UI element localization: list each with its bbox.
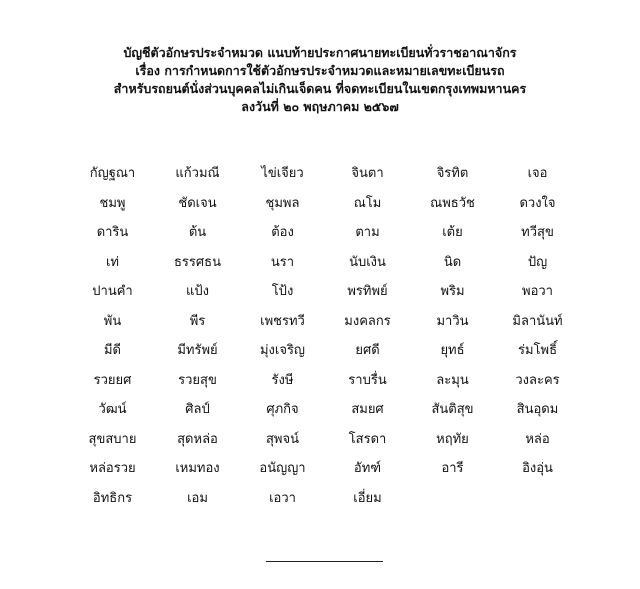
name-cell: ละมุน — [436, 372, 469, 388]
name-cell: โป้ง — [271, 284, 294, 300]
name-cell: พริม — [440, 284, 465, 300]
name-row — [70, 453, 580, 483]
name-cell: อนัญญา — [259, 461, 306, 477]
name-cell: พรทิพย์ — [347, 284, 388, 300]
name-cell: พัน — [103, 313, 122, 329]
name-cell: มีดี — [103, 343, 121, 359]
name-cell: อิทธิกร — [92, 490, 133, 506]
name-cell: แป้ง — [186, 284, 209, 300]
name-cell: ราบรื่น — [348, 372, 387, 388]
name-row — [70, 247, 580, 277]
name-cell: หล่อรวย — [89, 461, 136, 477]
name-cell: ยุทธ์ — [440, 343, 465, 359]
name-cell: แก้วมณี — [175, 166, 220, 182]
name-cell: พอวา — [522, 284, 553, 300]
name-cell: เพชรทวี — [260, 313, 305, 329]
name-cell: หฤทัย — [436, 431, 469, 447]
name-cell: โสรดา — [348, 431, 387, 447]
name-row — [70, 217, 580, 247]
name-cell: ศิลป์ — [185, 402, 210, 418]
name-cell: สินอุดม — [516, 402, 559, 418]
name-cell: ตาม — [355, 225, 380, 241]
name-cell: ปัญ — [527, 254, 548, 270]
name-cell: อัทฑ์ — [353, 461, 382, 477]
name-cell: ชัดเจน — [178, 195, 217, 211]
name-cell: นับเงิน — [349, 254, 386, 270]
name-cell: เจอ — [527, 166, 548, 182]
name-row — [70, 306, 580, 336]
name-cell: อารี — [441, 461, 464, 477]
name-cell: สมยศ — [351, 402, 384, 418]
name-cell: ดาริน — [96, 225, 129, 241]
name-cell: ธรรศธน — [174, 254, 221, 270]
name-cell: หล่อ — [525, 431, 550, 447]
name-row — [70, 483, 580, 513]
name-cell: เอวา — [269, 490, 296, 506]
name-cell: สุขสบาย — [88, 431, 137, 447]
name-cell: นิด — [443, 254, 462, 270]
name-cell: ต้อง — [271, 225, 294, 241]
heading-subject: เรื่อง การกำหนดการใช้ตัวอักษรประจำหมวดและหมายเลขทะเบียนรถ — [135, 63, 505, 78]
name-list-grid — [70, 158, 580, 512]
heading-title: บัญชีตัวอักษรประจำหมวด แนบท้ายประกาศนายทะเบียนทั่วราชอาณาจักร — [123, 45, 517, 60]
name-row — [70, 335, 580, 365]
name-row — [70, 158, 580, 188]
name-cell: รวยยศ — [93, 372, 132, 388]
name-cell: รังษี — [271, 372, 294, 388]
name-cell: เอม — [187, 490, 208, 506]
name-cell: สันติสุข — [431, 402, 474, 418]
name-cell: ชมพู — [99, 195, 126, 211]
name-cell: จินตา — [351, 166, 384, 182]
name-cell: ดวงใจ — [519, 195, 556, 211]
name-cell: ร่มโพธิ์ — [517, 343, 558, 359]
name-cell: ไข่เจียว — [261, 166, 304, 182]
name-row — [70, 424, 580, 454]
name-cell: เอี่ยม — [353, 490, 382, 506]
name-cell: มงคลกร — [344, 313, 391, 329]
name-cell: มาวิน — [436, 313, 469, 329]
name-cell: มิลานันท์ — [512, 313, 563, 329]
name-cell: อิงอุ่น — [522, 461, 553, 477]
heading-scope: สำหรับรถยนต์นั่งส่วนบุคคลไม่เกินเจ็ดคน ที่จดทะเบียนในเขตกรุงเทพมหานคร — [113, 81, 527, 96]
name-cell: เหมทอง — [175, 461, 220, 477]
name-cell: ศุภกิจ — [266, 402, 299, 418]
name-cell: กัญฐณา — [89, 166, 136, 182]
name-row — [70, 394, 580, 424]
name-cell: วัฒน์ — [98, 402, 127, 418]
heading-date: ลงวันที่ ๒๐ พฤษภาคม ๒๕๖๗ — [241, 99, 399, 114]
name-row — [70, 365, 580, 395]
signature-line — [266, 561, 383, 562]
name-cell: ณพธวัช — [430, 195, 475, 211]
name-cell: ยศดี — [355, 343, 380, 359]
name-cell: ชุมพล — [265, 195, 300, 211]
name-cell: รวยสุข — [178, 372, 217, 388]
name-cell: จิรทิต — [436, 166, 469, 182]
name-cell: สุดหล่อ — [177, 431, 218, 447]
document-heading — [0, 44, 640, 116]
name-cell: พีร — [189, 313, 206, 329]
name-cell: มุ่งเจริญ — [259, 343, 306, 359]
name-cell: ทวีสุข — [521, 225, 554, 241]
name-row — [70, 188, 580, 218]
name-cell: เท่ — [105, 254, 119, 270]
name-cell: สุพจน์ — [265, 431, 299, 447]
name-cell: มีทรัพย์ — [177, 343, 218, 359]
name-cell: นรา — [270, 254, 295, 270]
name-row — [70, 276, 580, 306]
name-cell: วงละคร — [515, 372, 560, 388]
name-cell: ปานคำ — [92, 284, 133, 300]
name-cell: ต้น — [188, 225, 207, 241]
name-cell: เต้ย — [442, 225, 463, 241]
name-cell: ณโม — [353, 195, 382, 211]
